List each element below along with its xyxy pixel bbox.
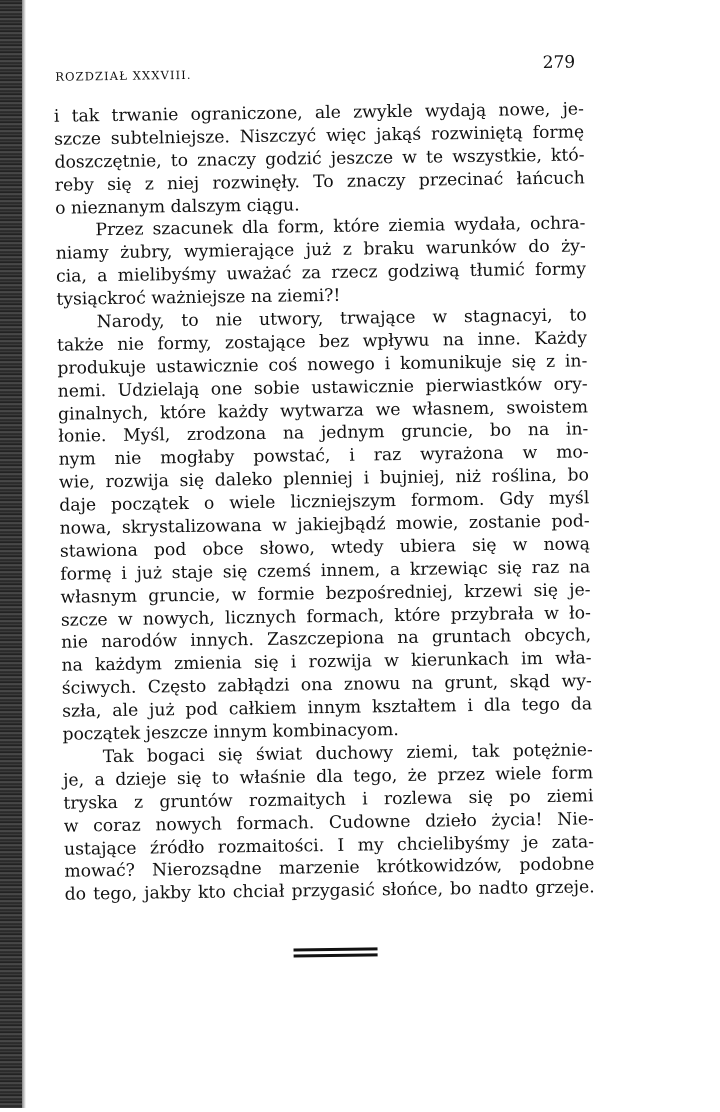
text-line: ściwych. Często zabłądzi ona znowu na grunt, skąd wy- [61,671,592,699]
text-line: cia, a mielibyśmy uważać za rzecz godziwą tłumić formy [55,259,587,288]
text-line: reby się z niej rozwinęły. To znaczy przecinać łańcuch [54,168,585,196]
text-line: nie narodów innych. Zaszczepiona na gruntach obcych, [61,625,592,654]
text-line: nemi. Udzielają one sobie ustawicznie pierwiastków ory- [57,374,588,402]
text-line: łonie. Myśl, zrodzona na jednym gruncie, bo na in- [58,419,589,448]
text-line: także nie formy, zostające bez wpływu na inne. Każdy [56,328,588,356]
text-line: daje początek o wiele liczniejszym formom. Gdy myśl [59,488,590,516]
text-line: formę i już staje się czemś innem, a krzewiąc się raz na [60,557,591,585]
text-line: szcze subtelniejsze. Niszczyć więc jakąś rozwiniętą formę [54,122,585,150]
text-line: ginalnych, które każdy wytwarza we własnem, swoistem [57,396,589,425]
chapter-heading: ROZDZIAŁ XXXVIII. [55,67,192,84]
text-line: produkuje ustawicznie coś nowego i komunikuje się z in- [57,351,588,379]
text-line: na każdym zmienia się i rozwija w kierunkach im wła- [61,648,592,677]
text-line: doszczętnie, to znaczy godzić jeszcze w te wszystkie, któ- [54,145,585,173]
book-page [50,0,605,1112]
text-line: ustające źródło rozmaitości. I my chcielibyśmy je zata- [63,831,595,860]
text-line: Tak bogaci się świat duchowy ziemi, tak potężnie- [102,740,593,768]
running-head [55,52,576,90]
text-line: je, a dzieje się to właśnie dla tego, że przez wiele form [62,763,594,791]
text-line: początek jeszcze innym kombinacyom. [62,720,399,745]
text-line: i tak trwanie ograniczone, ale zwykle wydają nowe, je- [53,99,584,127]
text-line: tryska z gruntów rozmaitych i rozlewa się po ziemi [63,786,594,814]
text-line: Przez szacunek dla form, które ziemia wydała, ochra- [95,213,586,241]
text-line: nowa, skrystalizowana w jakiejbądź mowie, zostanie pod- [59,511,590,539]
page-number: 279 [542,52,576,73]
text-line: o nieznanym dalszym ciągu. [55,194,300,219]
text-line: nym nie mogłaby powstać, i raz wyrażona w mo- [58,442,589,471]
text-line: w coraz nowych formach. Cudowne dzieło życia! Nie- [63,808,594,837]
text-line: szcze w nowych, licznych formach, które przybrała w ło- [60,602,591,631]
text-line: własnym gruncie, w formie bezpośredniej, krzewi się je- [60,580,591,608]
text-line: do tego, jakby kto chciał przygasić słońce, bo nadto grzeje. [64,877,595,905]
text-line: stawiona pod obce słowo, wtedy ubiera się w nową [59,534,591,562]
text-line: mować? Nierozsądne marzenie krótkowidzów, podobne [64,854,595,883]
text-line: niamy żubry, wymierające już z braku warunków do ży- [55,236,586,265]
body-text [54,98,595,906]
text-line: tysiąckroć ważniejsze na ziemi?! [56,285,341,310]
text-line: wie, rozwija się daleko plenniej i bujniej, niż roślina, bo [58,465,590,493]
text-line: Narody, to nie utwory, trwające w stagnacyi, to [96,305,587,333]
section-end-rule [294,953,378,957]
section-end-rule [294,947,378,951]
page-binding-edge [0,0,22,1108]
text-line: szła, ale już pod całkiem innym kształtem i dla tego da [62,694,593,722]
